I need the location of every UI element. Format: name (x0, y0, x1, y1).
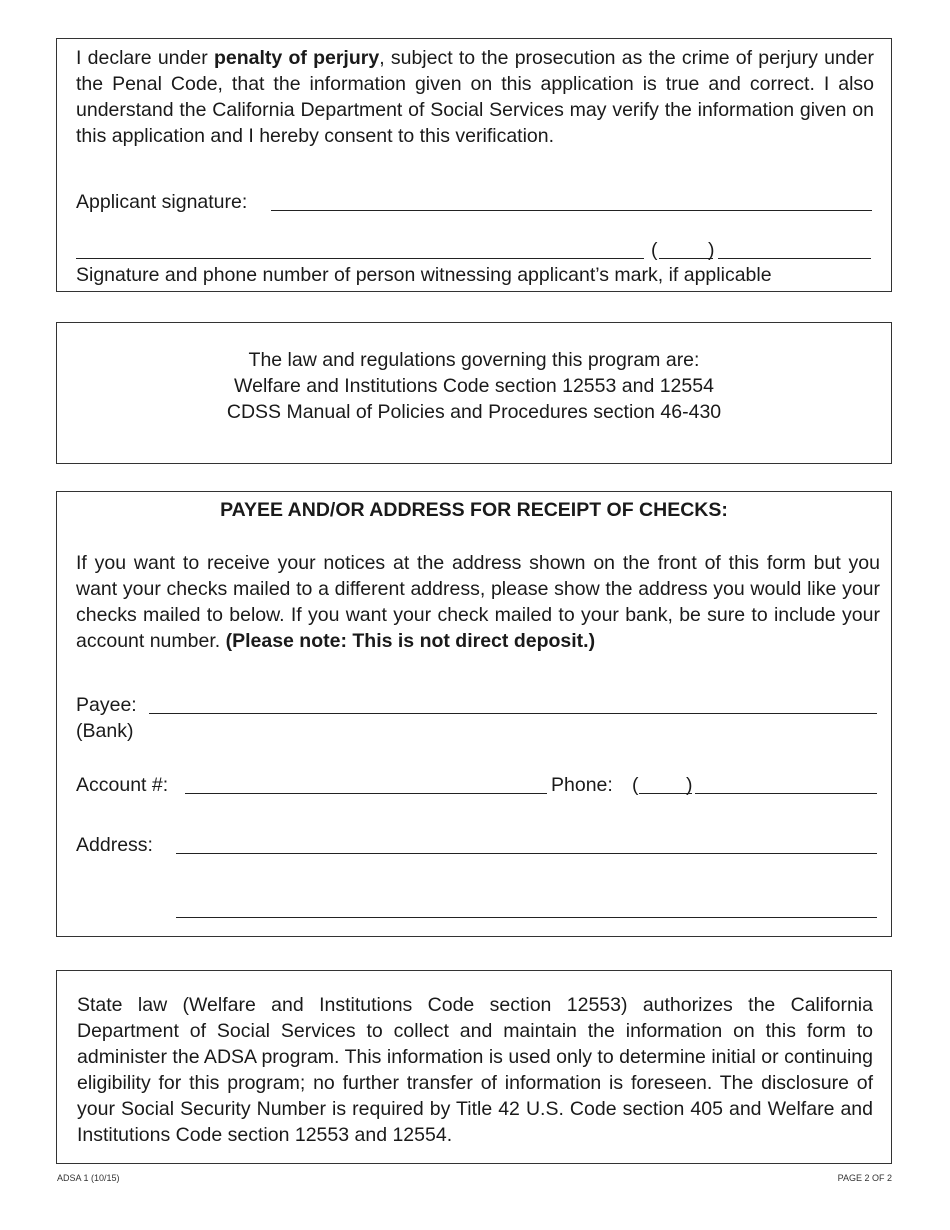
witness-phone-close-paren: ) (708, 239, 715, 261)
phone-label: Phone: (551, 774, 613, 796)
payee-label: Payee: (76, 694, 137, 716)
privacy-box (56, 970, 892, 1164)
declaration-text: I declare under penalty of perjury, subject to the prosecution as the crime of perjury under the Penal Code, that the information given on this application is true and correct. I also understand the California Department of Social Services may verify the information given on this application and I hereby consent to this verification. (76, 47, 874, 147)
penalty-of-perjury: penalty of perjury (213, 47, 380, 69)
account-label: Account #: (76, 774, 169, 796)
laws-text (57, 347, 891, 425)
account-number-line[interactable] (185, 793, 547, 794)
witness-phone-area-code-line[interactable] (659, 258, 713, 259)
witness-phone-open-paren: ( (651, 239, 658, 261)
privacy-text: State law (Welfare and Institutions Code section 12553) authorizes the California Department of Social Services to collect and maintain the information on this form to administer the ADSA program. This information is used only to determine initial or continuing eligibility for this program; no further transfer of information is foreseen. The disclosure of your Social Security Number is required by Title 42 U.S. Code section 405 and Welfare and Institutions Code section 12553 and 12554. (77, 994, 873, 1146)
payee-box (56, 491, 892, 937)
witness-signature-line[interactable] (76, 258, 644, 259)
payee-heading: PAYEE AND/OR ADDRESS FOR RECEIPT OF CHECKS: (220, 499, 728, 521)
page-number: PAGE 2 OF 2 (837, 1173, 892, 1183)
witness-phone-number-line[interactable] (718, 258, 871, 259)
applicant-signature-line[interactable] (271, 210, 872, 211)
laws-line-3: CDSS Manual of Policies and Procedures section 46-430 (226, 401, 722, 423)
witness-caption: Signature and phone number of person witnessing applicant’s mark, if applicable (76, 264, 772, 286)
declaration-box (56, 38, 892, 292)
phone-open-paren: ( (632, 774, 639, 796)
laws-line-1: The law and regulations governing this program are: (248, 349, 700, 371)
address-line-1[interactable] (176, 853, 877, 854)
laws-box (56, 322, 892, 464)
bank-label: (Bank) (76, 720, 134, 742)
address-line-2[interactable] (176, 917, 877, 918)
phone-close-paren: ) (686, 774, 693, 796)
laws-line-2: Welfare and Institutions Code section 12553 and 12554 (234, 375, 714, 397)
direct-deposit-note: (Please note: This is not direct deposit.) (225, 630, 596, 652)
address-label: Address: (76, 834, 153, 856)
phone-area-code-line[interactable] (639, 793, 692, 794)
form-id: ADSA 1 (10/15) (57, 1173, 120, 1183)
payee-instructions: If you want to receive your notices at the address shown on the front of this form but you want your checks mailed to a different address, please show the address you would like your checks mailed to below. If you want your check mailed to your bank, be sure to include your account number. (Please note: This is not direct deposit.) (76, 552, 880, 652)
payee-line[interactable] (149, 713, 877, 714)
applicant-signature-label: Applicant signature: (76, 191, 248, 213)
phone-number-line[interactable] (695, 793, 877, 794)
